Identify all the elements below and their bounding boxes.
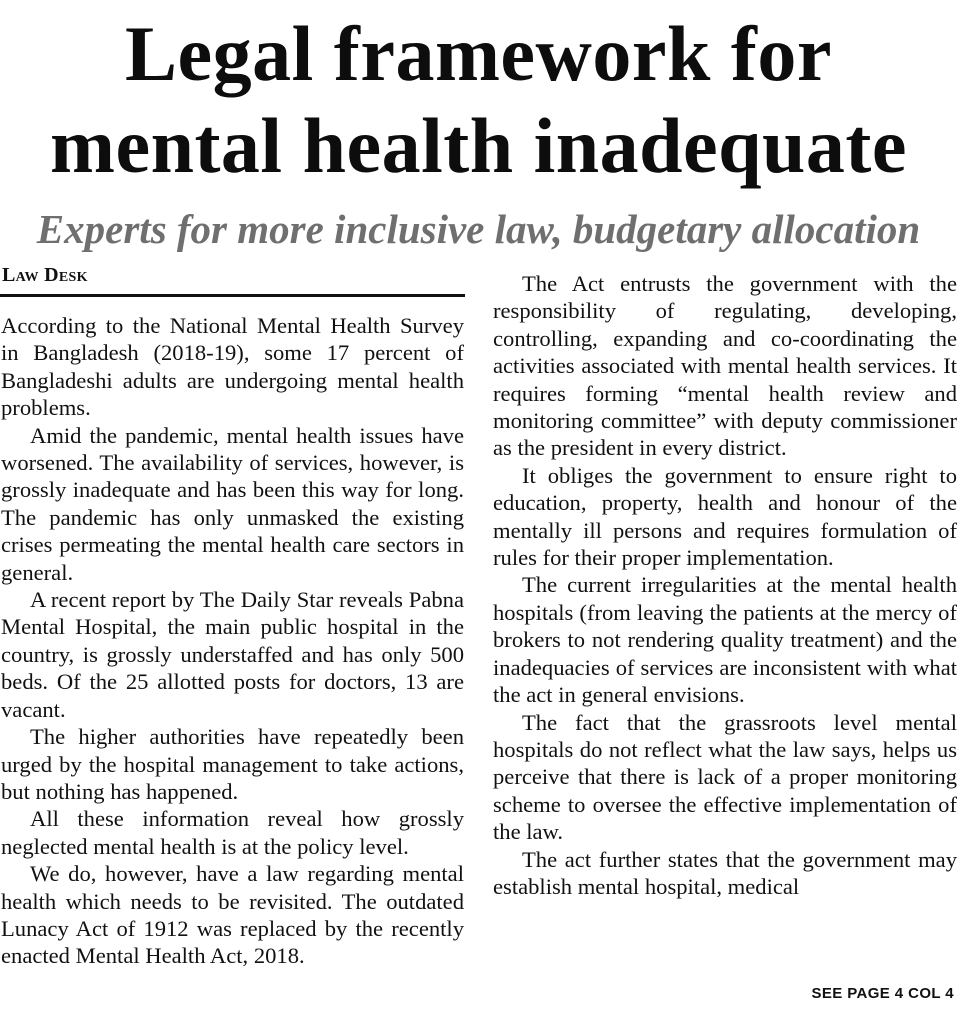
article-column-right xyxy=(493,270,957,900)
headline-line-1: Legal framework for xyxy=(125,10,832,97)
paragraph: The act further states that the government may establish mental hospital, medical xyxy=(493,846,957,899)
byline: Law Desk xyxy=(2,264,88,286)
paragraph: The current irregularities at the mental health hospitals (from leaving the patients at the mercy of brokers to not rendering quality treatment) and the inadequacies of services are inconsistent with what the act in general envisions. xyxy=(493,572,957,708)
headline-line-2: mental health inadequate xyxy=(49,102,908,189)
paragraph: Amid the pandemic, mental health issues have worsened. The availability of services, however, is grossly inadequate and has been this way for long. The pandemic has only unmasked the existing crises permeating the mental health care sectors in general. xyxy=(1,422,464,585)
paragraph: All these information reveal how grossly neglected mental health is at the policy level. xyxy=(1,806,464,859)
headline xyxy=(0,8,957,192)
paragraph: The Act entrusts the government with the responsibility of regulating, developing, controlling, expanding and co-coordinating the activities associated with mental health services. It requires forming “mental health review and monitoring committee” with deputy commissioner as the president in every district. xyxy=(493,271,957,461)
paragraph: We do, however, have a law regarding mental health which needs to be revisited. The outdated Lunacy Act of 1912 was replaced by the recently enacted Mental Health Act, 2018. xyxy=(1,861,464,969)
paragraph: The fact that the grassroots level mental hospitals do not reflect what the law says, helps us perceive that there is lack of a proper monitoring scheme to oversee the effective implementation of the law. xyxy=(493,709,957,845)
paragraph: It obliges the government to ensure right to education, property, health and honour of the mentally ill persons and requires formulation of rules for their proper implementation. xyxy=(493,462,957,571)
subheadline: Experts for more inclusive law, budgetary allocation xyxy=(36,206,921,252)
paragraph: A recent report by The Daily Star reveals Pabna Mental Hospital, the main public hospital in the country, is grossly understaffed and has only 500 beds. Of the 25 allotted posts for doctors, 13 are vacant. xyxy=(1,587,464,722)
article-column-left xyxy=(1,312,464,970)
byline-divider xyxy=(0,294,465,297)
paragraph: According to the National Mental Health Survey in Bangladesh (2018-19), some 17 percent of Bangladeshi adults are undergoing mental health problems. xyxy=(1,313,464,421)
continuation-jump-line: SEE PAGE 4 COL 4 xyxy=(811,985,954,1002)
paragraph: The higher authorities have repeatedly been urged by the hospital management to take actions, but nothing has happened. xyxy=(1,724,464,804)
